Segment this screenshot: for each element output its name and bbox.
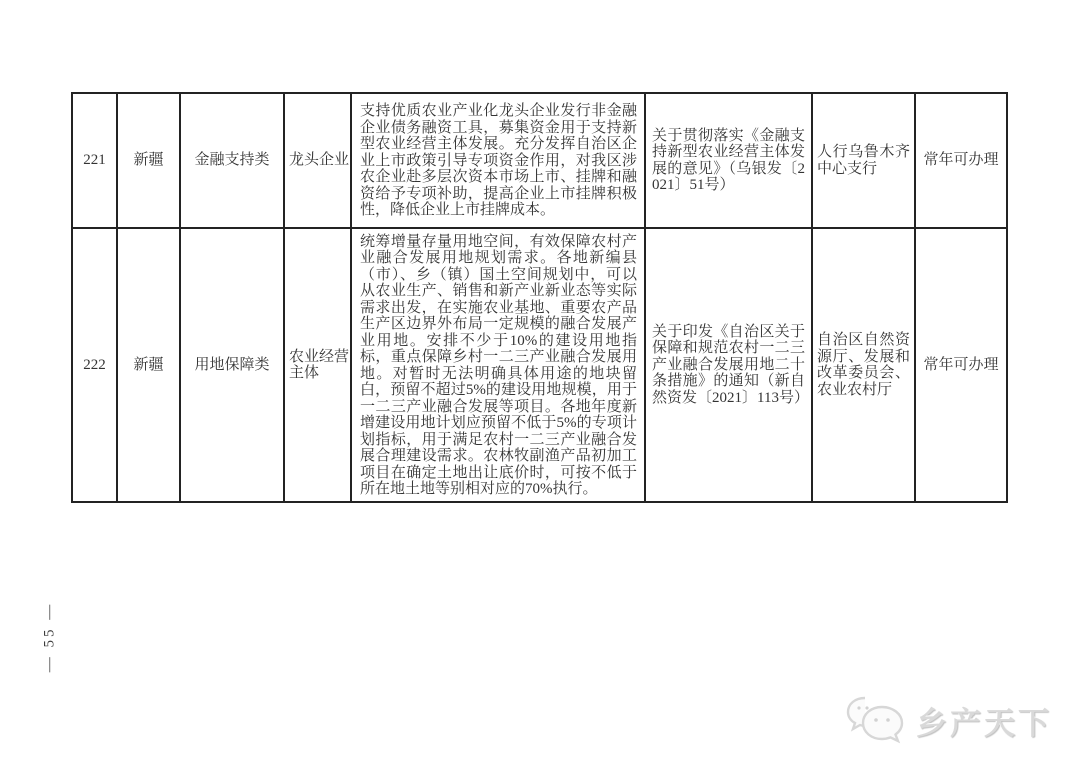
cell-department: 自治区自然资源厅、发展和改革委员会、农业农村厅 [812,228,915,502]
cell-row-number: 222 [72,228,117,502]
page-number: — 55 — [41,601,58,673]
table-row [72,93,1007,228]
cell-description: 支持优质农业产业化龙头企业发行非金融企业债务融资工具，募集资金用于支持新型农业经营主体发展。充分发挥自治区企业上市政策引导专项资金作用，对我区涉农企业赴多层次资本市场上市、挂牌和融资给予专项补助，提高企业上市挂牌积极性，降低企业上市挂牌成本。 [351,93,645,228]
cell-category: 金融支持类 [180,93,284,228]
cell-category: 用地保障类 [180,228,284,502]
cell-availability: 常年可办理 [915,93,1007,228]
cell-availability: 常年可办理 [915,228,1007,502]
policy-table [71,92,1008,503]
cell-region: 新疆 [117,93,180,228]
cell-target: 农业经营主体 [284,228,351,502]
chat-bubbles-icon [842,693,908,747]
brand-watermark [842,693,1052,747]
cell-policy-basis: 关于贯彻落实《金融支持新型农业经营主体发展的意见》（乌银发〔2021〕51号） [645,93,812,228]
cell-department: 人行乌鲁木齐中心支行 [812,93,915,228]
cell-target: 龙头企业 [284,93,351,228]
cell-row-number: 221 [72,93,117,228]
cell-policy-basis: 关于印发《自治区关于保障和规范农村一二三产业融合发展用地二十条措施》的通知（新自然资发〔2021〕113号） [645,228,812,502]
table-row [72,228,1007,502]
watermark-brand-text: 乡产天下 [916,705,1052,741]
cell-region: 新疆 [117,228,180,502]
cell-description: 统筹增量存量用地空间，有效保障农村产业融合发展用地规划需求。各地新编县（市）、乡（镇）国土空间规划中，可以从农业生产、销售和新产业新业态等实际需求出发，在实施农业基地、重要农产品生产区边界外布局一定规模的融合发展产业用地。安排不少于10%的建设用地指标，重点保障乡村一二三产业融合发展用地。对暂时无法明确具体用途的地块留白，预留不超过5%的建设用地规模，用于一二三产业融合发展等项目。各地年度新增建设用地计划应预留不低于5%的专项计划指标，用于满足农村一二三产业融合发展合理建设需求。农林牧副渔产品初加工项目在确定土地出让底价时，可按不低于所在地土地等别相对应的70%执行。 [351,228,645,502]
